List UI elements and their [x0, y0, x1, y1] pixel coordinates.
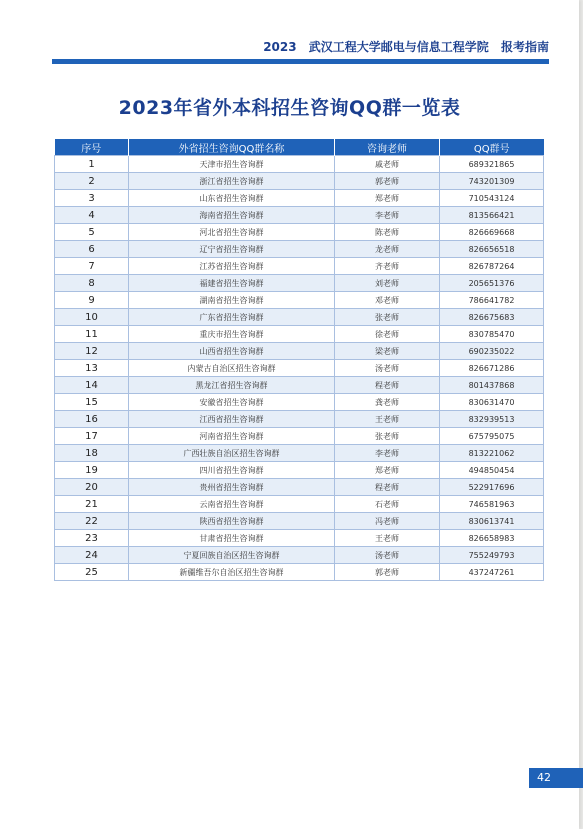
teacher-name: 李老师 [335, 445, 440, 462]
qq-number: 826656518 [440, 241, 544, 258]
qq-number: 675795075 [440, 428, 544, 445]
table-row [55, 241, 544, 258]
table-row [55, 207, 544, 224]
table-row [55, 530, 544, 547]
group-name: 天津市招生咨询群 [129, 156, 335, 173]
teacher-name: 张老师 [335, 309, 440, 326]
column-header-group-name: 外省招生咨询QQ群名称 [129, 139, 335, 156]
group-name: 福建省招生咨询群 [129, 275, 335, 292]
group-name: 黑龙江省招生咨询群 [129, 377, 335, 394]
teacher-name: 齐老师 [335, 258, 440, 275]
group-name: 云南省招生咨询群 [129, 496, 335, 513]
qq-number: 801437868 [440, 377, 544, 394]
teacher-name: 刘老师 [335, 275, 440, 292]
table-row [55, 343, 544, 360]
table-row [55, 513, 544, 530]
group-name: 山西省招生咨询群 [129, 343, 335, 360]
table-row [55, 445, 544, 462]
row-index: 7 [55, 258, 129, 275]
group-name: 江苏省招生咨询群 [129, 258, 335, 275]
group-name: 河南省招生咨询群 [129, 428, 335, 445]
teacher-name: 郭老师 [335, 173, 440, 190]
row-index: 22 [55, 513, 129, 530]
qq-number: 826675683 [440, 309, 544, 326]
header-divider [52, 59, 549, 64]
header-guide-label: 报考指南 [500, 40, 549, 54]
row-index: 11 [55, 326, 129, 343]
column-header-qq-number: QQ群号 [440, 139, 544, 156]
table-row [55, 394, 544, 411]
qq-group-table [54, 139, 544, 581]
group-name: 山东省招生咨询群 [129, 190, 335, 207]
row-index: 3 [55, 190, 129, 207]
table-row [55, 411, 544, 428]
teacher-name: 戚老师 [335, 156, 440, 173]
teacher-name: 郑老师 [335, 462, 440, 479]
teacher-name: 冯老师 [335, 513, 440, 530]
group-name: 宁夏回族自治区招生咨询群 [129, 547, 335, 564]
row-index: 21 [55, 496, 129, 513]
table-row [55, 462, 544, 479]
row-index: 6 [55, 241, 129, 258]
row-index: 12 [55, 343, 129, 360]
row-index: 19 [55, 462, 129, 479]
running-header [263, 38, 549, 55]
row-index: 16 [55, 411, 129, 428]
row-index: 15 [55, 394, 129, 411]
row-index: 9 [55, 292, 129, 309]
table-row [55, 156, 544, 173]
header-year: 2023 [263, 40, 297, 54]
group-name: 安徽省招生咨询群 [129, 394, 335, 411]
group-name: 浙江省招生咨询群 [129, 173, 335, 190]
qq-number: 522917696 [440, 479, 544, 496]
group-name: 广西壮族自治区招生咨询群 [129, 445, 335, 462]
row-index: 25 [55, 564, 129, 581]
group-name: 河北省招生咨询群 [129, 224, 335, 241]
qq-number: 690235022 [440, 343, 544, 360]
table-row [55, 360, 544, 377]
table-row [55, 377, 544, 394]
teacher-name: 龚老师 [335, 394, 440, 411]
table-row [55, 428, 544, 445]
teacher-name: 龙老师 [335, 241, 440, 258]
teacher-name: 郑老师 [335, 190, 440, 207]
qq-number: 743201309 [440, 173, 544, 190]
table-row [55, 479, 544, 496]
qq-number: 689321865 [440, 156, 544, 173]
teacher-name: 汤老师 [335, 547, 440, 564]
row-index: 1 [55, 156, 129, 173]
qq-number: 494850454 [440, 462, 544, 479]
teacher-name: 陈老师 [335, 224, 440, 241]
row-index: 14 [55, 377, 129, 394]
group-name: 海南省招生咨询群 [129, 207, 335, 224]
row-index: 17 [55, 428, 129, 445]
table-row [55, 292, 544, 309]
teacher-name: 张老师 [335, 428, 440, 445]
table-row [55, 258, 544, 275]
qq-number: 205651376 [440, 275, 544, 292]
row-index: 24 [55, 547, 129, 564]
qq-number: 826787264 [440, 258, 544, 275]
table-row [55, 190, 544, 207]
table-row [55, 564, 544, 581]
row-index: 5 [55, 224, 129, 241]
group-name: 四川省招生咨询群 [129, 462, 335, 479]
row-index: 4 [55, 207, 129, 224]
table-body [55, 156, 544, 581]
row-index: 10 [55, 309, 129, 326]
page-title: 2023年省外本科招生咨询QQ群一览表 [118, 97, 461, 119]
group-name: 新疆维吾尔自治区招生咨询群 [129, 564, 335, 581]
row-index: 8 [55, 275, 129, 292]
qq-number: 710543124 [440, 190, 544, 207]
qq-number: 813221062 [440, 445, 544, 462]
qq-number: 746581963 [440, 496, 544, 513]
qq-number: 830785470 [440, 326, 544, 343]
qq-number: 832939513 [440, 411, 544, 428]
qq-number: 830613741 [440, 513, 544, 530]
qq-number: 786641782 [440, 292, 544, 309]
header-school-name: 武汉工程大学邮电与信息工程学院 [308, 40, 489, 54]
table-row [55, 173, 544, 190]
teacher-name: 王老师 [335, 530, 440, 547]
table-row [55, 224, 544, 241]
teacher-name: 李老师 [335, 207, 440, 224]
teacher-name: 邓老师 [335, 292, 440, 309]
qq-number: 813566421 [440, 207, 544, 224]
group-name: 内蒙古自治区招生咨询群 [129, 360, 335, 377]
group-name: 湖南省招生咨询群 [129, 292, 335, 309]
row-index: 18 [55, 445, 129, 462]
teacher-name: 梁老师 [335, 343, 440, 360]
table-header-row [55, 139, 544, 156]
row-index: 20 [55, 479, 129, 496]
group-name: 江西省招生咨询群 [129, 411, 335, 428]
qq-number: 826658983 [440, 530, 544, 547]
group-name: 重庆市招生咨询群 [129, 326, 335, 343]
teacher-name: 汤老师 [335, 360, 440, 377]
table-row [55, 326, 544, 343]
table-row [55, 547, 544, 564]
group-name: 辽宁省招生咨询群 [129, 241, 335, 258]
qq-number: 830631470 [440, 394, 544, 411]
qq-number: 826671286 [440, 360, 544, 377]
group-name: 甘肃省招生咨询群 [129, 530, 335, 547]
teacher-name: 郭老师 [335, 564, 440, 581]
teacher-name: 石老师 [335, 496, 440, 513]
qq-number: 826669668 [440, 224, 544, 241]
column-header-teacher: 咨询老师 [335, 139, 440, 156]
page-number: 42 [529, 768, 583, 788]
row-index: 23 [55, 530, 129, 547]
row-index: 2 [55, 173, 129, 190]
group-name: 广东省招生咨询群 [129, 309, 335, 326]
qq-number: 437247261 [440, 564, 544, 581]
table-row [55, 275, 544, 292]
qq-number: 755249793 [440, 547, 544, 564]
table-row [55, 309, 544, 326]
group-name: 陕西省招生咨询群 [129, 513, 335, 530]
table-row [55, 496, 544, 513]
group-name: 贵州省招生咨询群 [129, 479, 335, 496]
teacher-name: 程老师 [335, 479, 440, 496]
teacher-name: 徐老师 [335, 326, 440, 343]
teacher-name: 程老师 [335, 377, 440, 394]
column-header-index: 序号 [55, 139, 129, 156]
teacher-name: 王老师 [335, 411, 440, 428]
row-index: 13 [55, 360, 129, 377]
